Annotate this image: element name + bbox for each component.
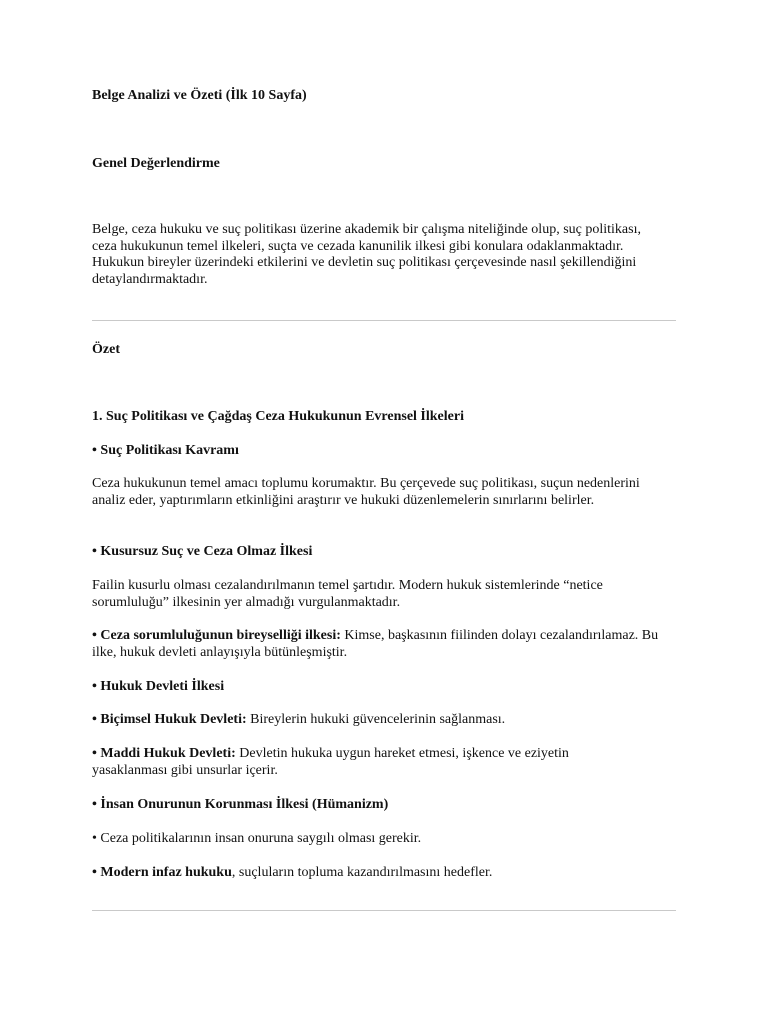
formal-rule-of-law-lead: • Biçimsel Hukuk Devleti: — [92, 712, 247, 727]
modern-execution-lead: • Modern infaz hukuku — [92, 865, 232, 880]
summary-heading: Özet — [92, 342, 120, 357]
general-heading: Genel Değerlendirme — [92, 156, 220, 171]
individual-responsibility-lead: • Ceza sorumluluğunun bireyselliği ilkesi: — [92, 628, 341, 643]
modern-execution-item — [92, 865, 676, 882]
rule-of-law-title: • Hukuk Devleti İlkesi — [92, 679, 225, 694]
individual-responsibility-text: Kimse, başkasının fiilinden dolayı cezalandırılamaz. Bu ilke, hukuk devleti anlayışıyla bütünleşmiştir. — [92, 628, 659, 660]
human-dignity-title: • İnsan Onurunun Korunması İlkesi (Hümanizm) — [92, 797, 389, 812]
fault-principle-paragraph: Failin kusurlu olması cezalandırılmanın temel şartıdır. Modern hukuk sistemlerinde “netice sorumluluğu” ilkesinin yer almadığı vurgulanmaktadır. — [92, 578, 603, 610]
section-divider — [92, 320, 676, 321]
material-rule-of-law-text: Devletin hukuka uygun hareket etmesi, işkence ve eziyetin yasaklanması gibi unsurlar içerir. — [92, 746, 569, 778]
concept-paragraph: Ceza hukukunun temel amacı toplumu korumaktır. Bu çerçevede suç politikası, suçun nedenlerini analiz eder, yaptırımların etkinliğini araştırır ve hukuki düzenlemelerin sınırlarını belirler. — [92, 476, 640, 508]
material-rule-of-law-lead: • Maddi Hukuk Devleti: — [92, 746, 236, 761]
general-paragraph: Belge, ceza hukuku ve suç politikası üzerine akademik bir çalışma niteliğinde olup, suç politikası, ceza hukukunun temel ilkeleri, suçta ve cezada kanunilik ilkesi gibi konulara odaklanmaktadır. Hukukun bireyler üzerindeki etkilerini ve devletin suç politikası çerçevesinde nasıl şekillendiğini detaylandırmaktadır. — [92, 222, 641, 287]
document-title: Belge Analizi ve Özeti (İlk 10 Sayfa) — [92, 88, 307, 103]
formal-rule-of-law-text: Bireylerin hukuki güvencelerinin sağlanması. — [246, 712, 506, 727]
modern-execution-text: , suçluların topluma kazandırılmasını hedefler. — [231, 865, 493, 880]
material-rule-of-law-item — [92, 746, 642, 779]
individual-responsibility-item — [92, 628, 672, 661]
concept-title: • Suç Politikası Kavramı — [92, 443, 239, 458]
formal-rule-of-law-item — [92, 712, 676, 729]
fault-principle-title: • Kusursuz Suç ve Ceza Olmaz İlkesi — [92, 544, 313, 559]
human-dignity-paragraph: • Ceza politikalarının insan onuruna saygılı olması gerekir. — [92, 831, 422, 846]
section-divider-bottom — [92, 910, 676, 911]
section-1-title: 1. Suç Politikası ve Çağdaş Ceza Hukukunun Evrensel İlkeleri — [92, 409, 464, 424]
